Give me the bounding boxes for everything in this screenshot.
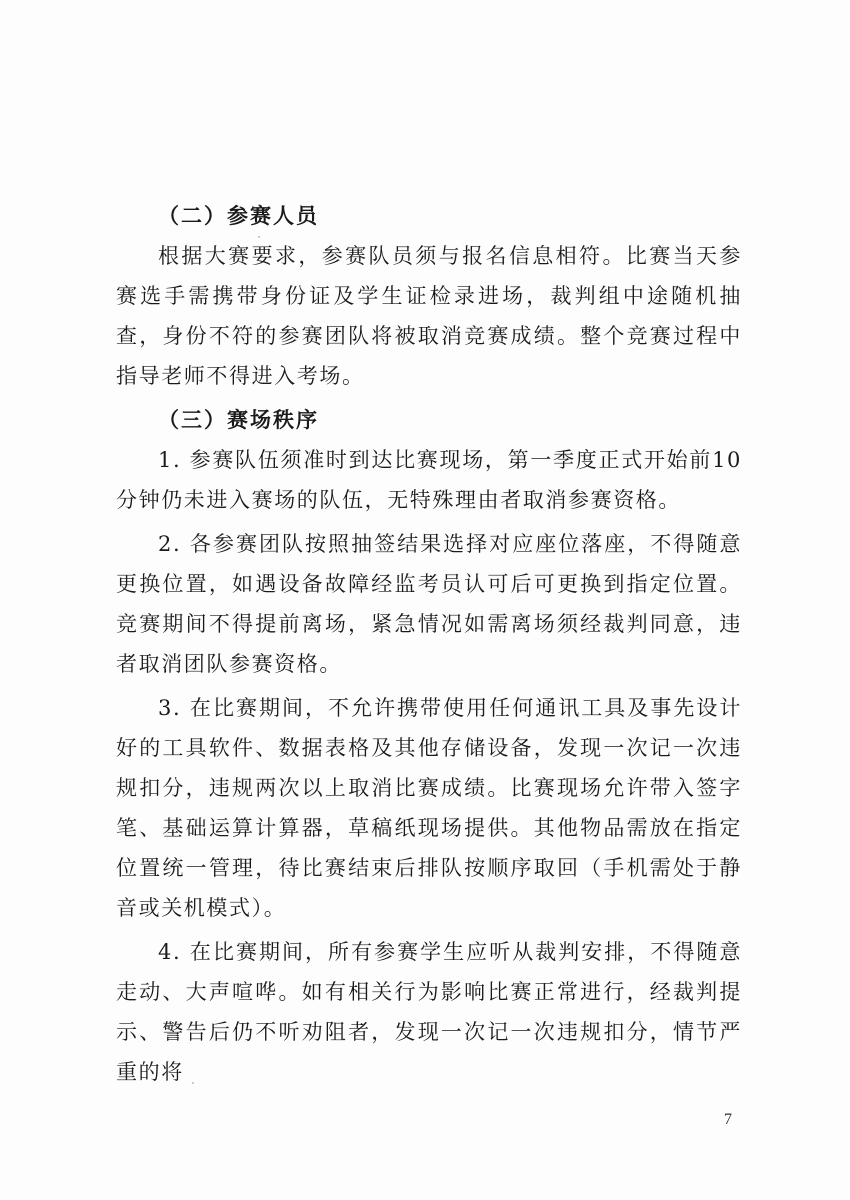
- venue-order-item-3: 3. 在比赛期间，不允许携带使用任何通讯工具及事先设计好的工具软件、数据表格及其他存储设备，发现一次记一次违规扣分，违规两次以上取消比赛成绩。比赛现场允许带入签字笔、基础运算计算器，草稿纸现场提供。其他物品需放在指定位置统一管理，待比赛结束后排队按顺序取回（手机需处于静音或关机模式）。: [116, 696, 742, 920]
- section-heading-venue-order: （三）赛场秩序: [158, 408, 319, 432]
- venue-order-item-2: 2. 各参赛团队按照抽签结果选择对应座位落座，不得随意更换位置，如遇设备故障经监考员认可后可更换到指定位置。竞赛期间不得提前离场，紧急情况如需离场须经裁判同意，违者取消团队参赛资格。: [116, 532, 742, 676]
- scan-speck: [192, 1082, 194, 1084]
- page-number: 7: [724, 1111, 732, 1128]
- venue-order-item-4: 4. 在比赛期间，所有参赛学生应听从裁判安排，不得随意走动、大声喧哗。如有相关行为影响比赛正常进行，经裁判提示、警告后仍不听劝阻者，发现一次记一次违规扣分，情节严重的将: [116, 940, 742, 1084]
- section-heading-participants: （二）参赛人员: [158, 204, 319, 228]
- scan-speck: [258, 236, 260, 238]
- participants-paragraph: 根据大赛要求，参赛队员须与报名信息相符。比赛当天参赛选手需携带身份证及学生证检录进场，裁判组中途随机抽查，身份不符的参赛团队将被取消竞赛成绩。整个竞赛过程中指导老师不得进入考场。: [116, 244, 742, 388]
- page-content: [116, 196, 742, 1092]
- venue-order-item-1: 1. 参赛队伍须准时到达比赛现场，第一季度正式开始前10分钟仍未进入赛场的队伍，无特殊理由者取消参赛资格。: [116, 448, 742, 512]
